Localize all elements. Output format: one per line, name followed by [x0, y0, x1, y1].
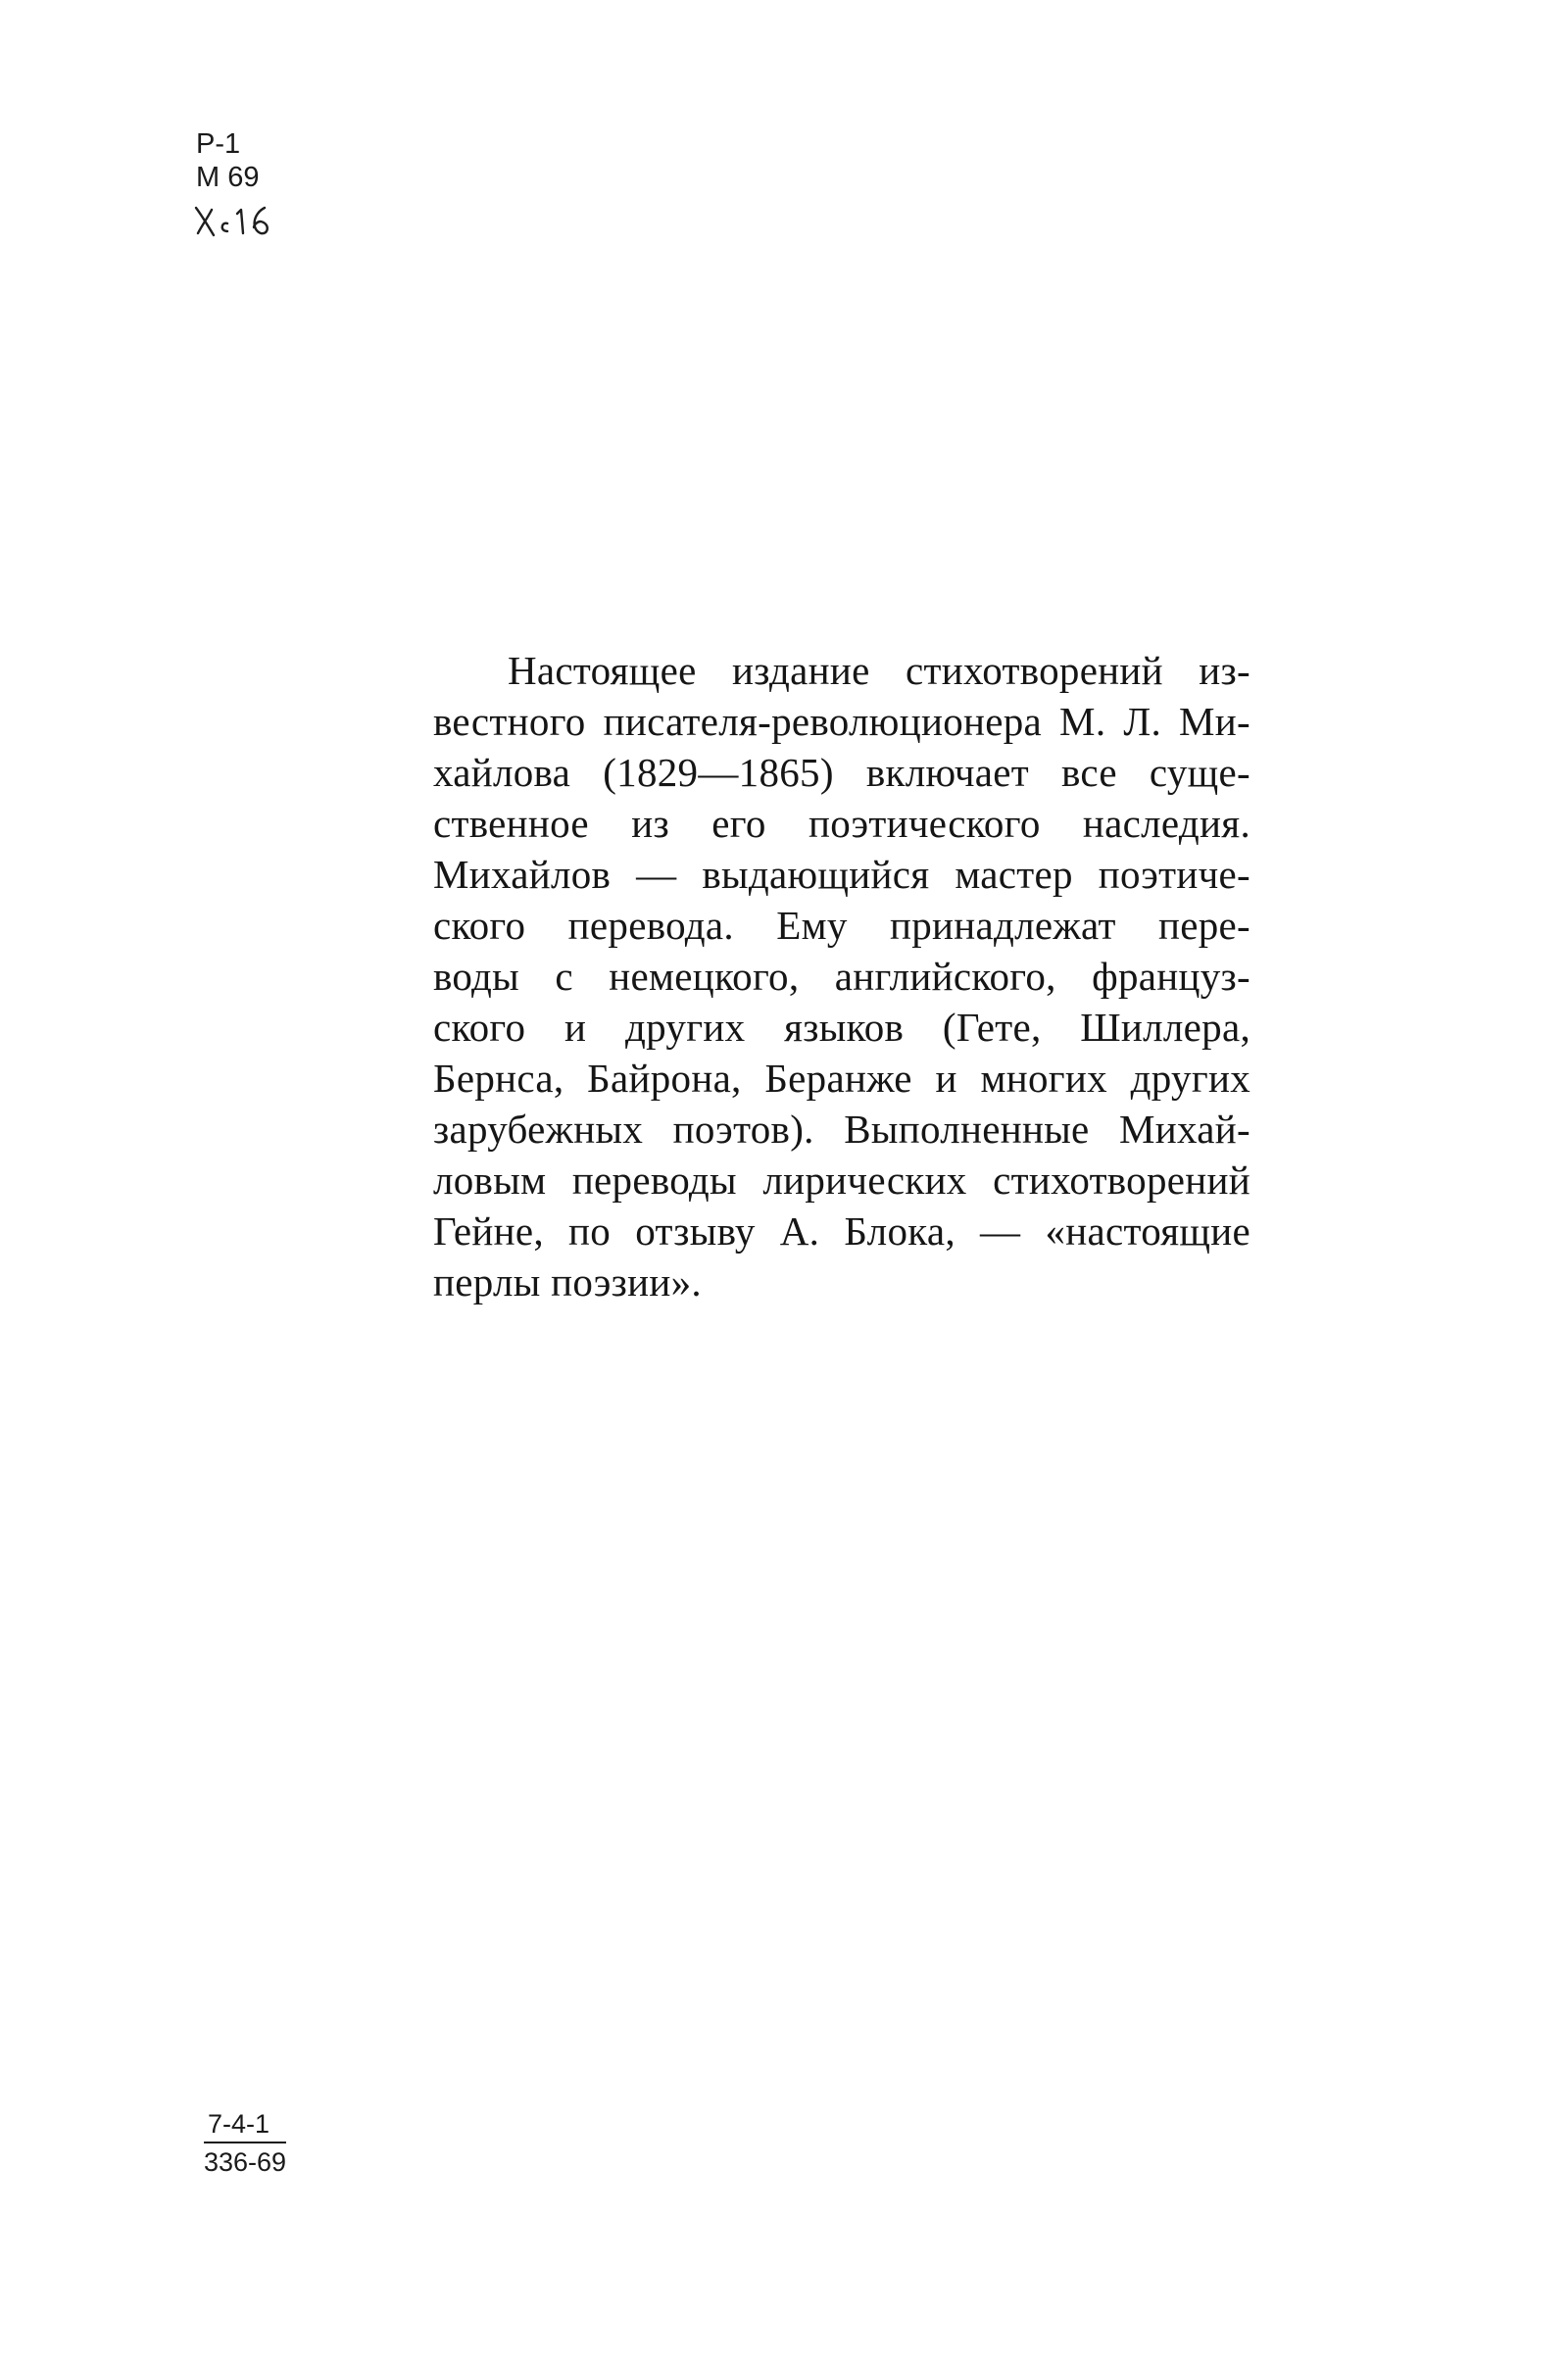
annotation-line-11: ловым переводы лирических стихотворений — [433, 1157, 1250, 1203]
annotation-line-13: перлы поэзии». — [433, 1259, 702, 1305]
handwritten-note — [192, 200, 280, 249]
publication-code-numerator: 7-4-1 — [208, 2109, 270, 2139]
annotation-line-10: зарубежных поэтов). Выполненные Михай- — [433, 1107, 1250, 1152]
classification-index: Р-1 — [196, 128, 241, 160]
annotation-line-6: ского перевода. Ему принадлежат пере- — [433, 903, 1250, 948]
annotation-line-2: вестного писателя-революционера М. Л. Ми- — [433, 699, 1250, 744]
classification-marks — [196, 127, 259, 194]
publication-code-denominator: 336-69 — [204, 2147, 287, 2177]
annotation-line-7: воды с немецкого, английского, француз- — [433, 954, 1250, 999]
annotation-line-5: Михайлов — выдающийся мастер поэтиче- — [433, 852, 1250, 897]
annotation-line-1: Настоящее издание стихотворений из- — [508, 648, 1250, 693]
annotation-line-8: ского и других языков (Гете, Шиллера, — [433, 1005, 1250, 1050]
author-mark: М 69 — [196, 162, 260, 193]
book-annotation — [433, 645, 1250, 1307]
annotation-line-9: Бернса, Байрона, Беранже и многих других — [433, 1056, 1250, 1101]
annotation-line-4: ственное из его поэтического наследия. — [433, 801, 1250, 846]
fraction-rule — [204, 2142, 286, 2143]
annotation-line-3: хайлова (1829—1865) включает все суще- — [433, 750, 1250, 795]
annotation-line-12: Гейне, по отзыву А. Блока, — «настоящие — [433, 1208, 1250, 1254]
publication-code — [204, 2107, 286, 2179]
